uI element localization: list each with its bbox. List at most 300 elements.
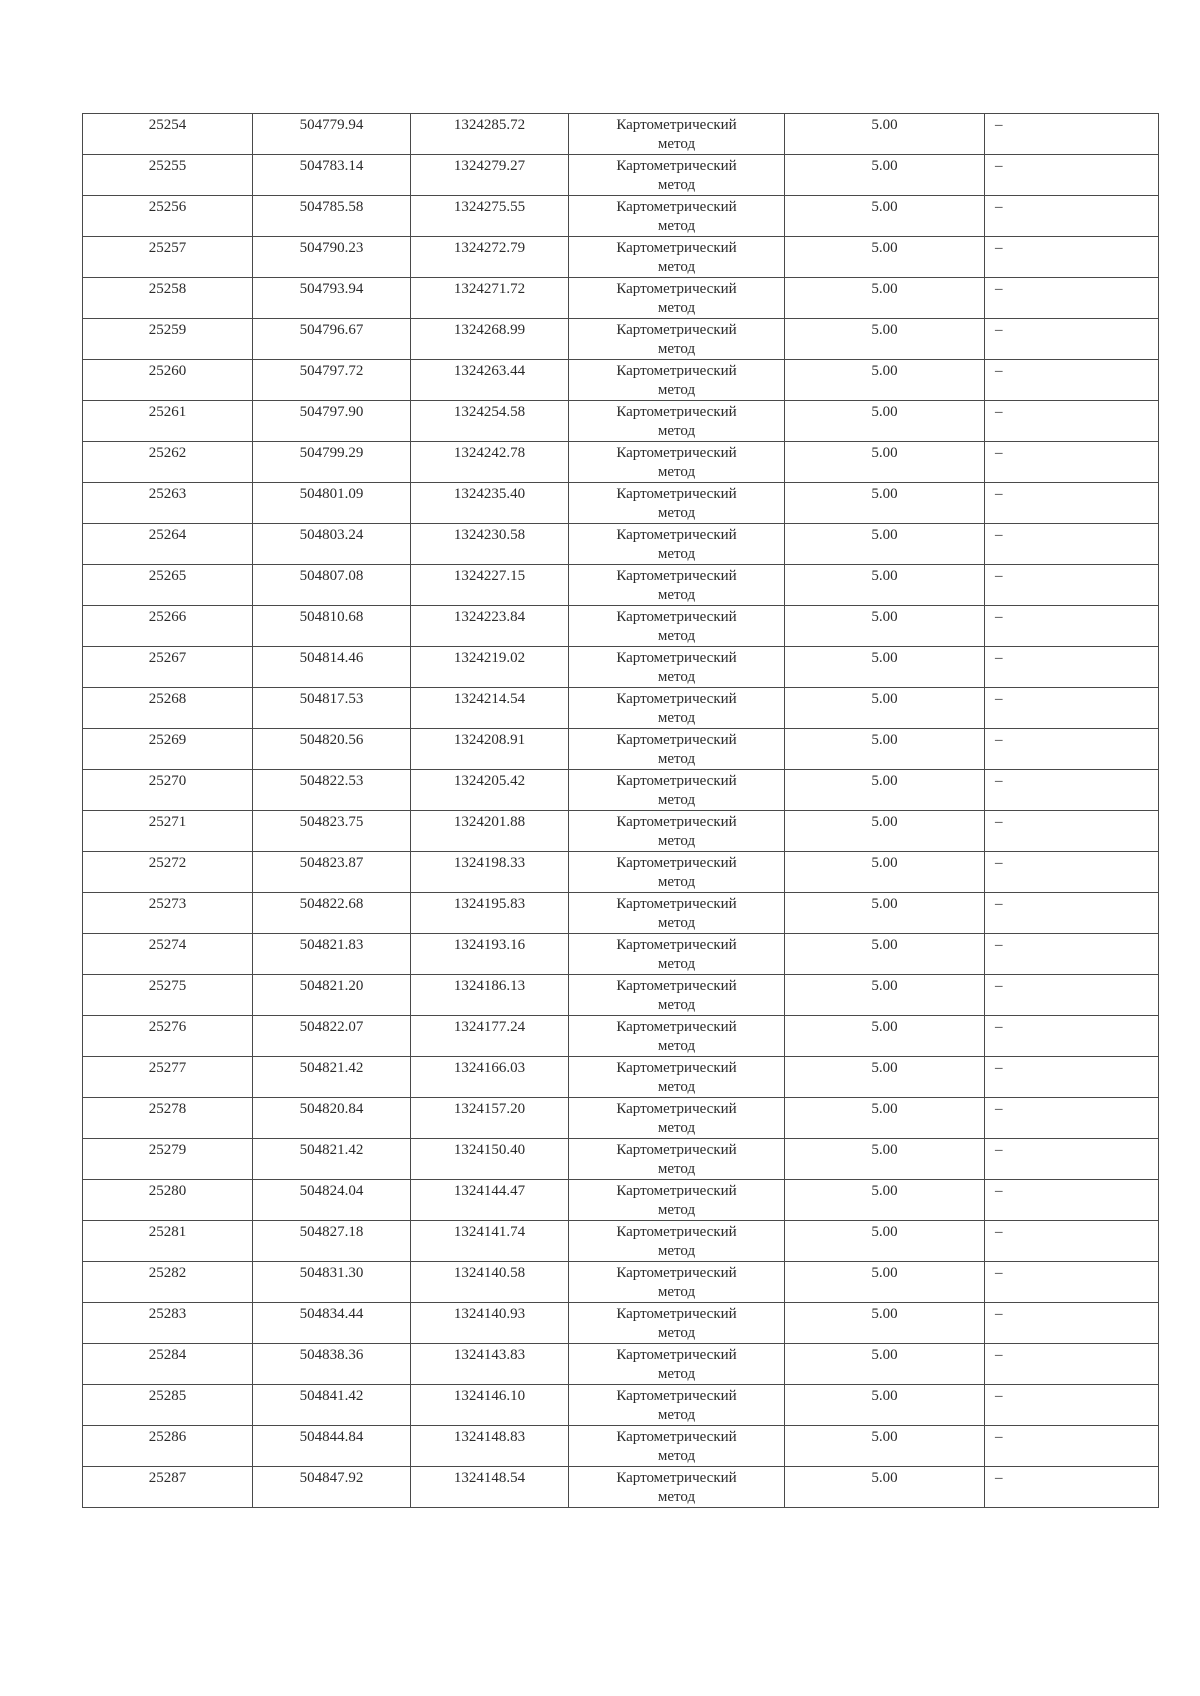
method-text-line: Картометрический xyxy=(616,281,737,297)
cell-accuracy: 5.00 xyxy=(785,893,985,934)
cell-accuracy: 5.00 xyxy=(785,1344,985,1385)
method-text-line: Картометрический xyxy=(616,568,737,584)
cell-y-coordinate: 1324214.54 xyxy=(411,688,569,729)
cell-y-coordinate: 1324198.33 xyxy=(411,852,569,893)
cell-y-coordinate: 1324242.78 xyxy=(411,442,569,483)
cell-note: – xyxy=(985,237,1159,278)
method-text-line: Картометрический xyxy=(616,732,737,748)
cell-method xyxy=(569,1303,785,1344)
cell-accuracy: 5.00 xyxy=(785,1262,985,1303)
cell-method xyxy=(569,483,785,524)
table-row xyxy=(83,1385,1159,1426)
table-row xyxy=(83,1426,1159,1467)
cell-note: – xyxy=(985,1467,1159,1508)
table-row xyxy=(83,237,1159,278)
cell-point-number: 25277 xyxy=(83,1057,253,1098)
cell-x-coordinate: 504803.24 xyxy=(253,524,411,565)
cell-note: – xyxy=(985,1262,1159,1303)
cell-accuracy: 5.00 xyxy=(785,1139,985,1180)
cell-y-coordinate: 1324223.84 xyxy=(411,606,569,647)
method-text-line: метод xyxy=(657,300,696,316)
cell-point-number: 25254 xyxy=(83,114,253,155)
cell-note: – xyxy=(985,1180,1159,1221)
method-text-line: Картометрический xyxy=(616,1019,737,1035)
cell-point-number: 25256 xyxy=(83,196,253,237)
method-text-line: метод xyxy=(657,956,696,972)
method-text-line: метод xyxy=(657,915,696,931)
cell-point-number: 25274 xyxy=(83,934,253,975)
method-text-line: Картометрический xyxy=(616,158,737,174)
cell-accuracy: 5.00 xyxy=(785,852,985,893)
table-row xyxy=(83,524,1159,565)
cell-point-number: 25265 xyxy=(83,565,253,606)
cell-point-number: 25259 xyxy=(83,319,253,360)
cell-method xyxy=(569,975,785,1016)
method-text-line: метод xyxy=(657,587,696,603)
cell-x-coordinate: 504820.56 xyxy=(253,729,411,770)
cell-method xyxy=(569,770,785,811)
cell-x-coordinate: 504820.84 xyxy=(253,1098,411,1139)
method-text-line: метод xyxy=(657,505,696,521)
cell-method xyxy=(569,729,785,770)
cell-accuracy: 5.00 xyxy=(785,647,985,688)
method-text-line: Картометрический xyxy=(616,855,737,871)
method-text-line: Картометрический xyxy=(616,691,737,707)
cell-y-coordinate: 1324157.20 xyxy=(411,1098,569,1139)
table-row xyxy=(83,647,1159,688)
cell-accuracy: 5.00 xyxy=(785,1385,985,1426)
cell-accuracy: 5.00 xyxy=(785,155,985,196)
cell-y-coordinate: 1324201.88 xyxy=(411,811,569,852)
cell-x-coordinate: 504790.23 xyxy=(253,237,411,278)
cell-x-coordinate: 504821.83 xyxy=(253,934,411,975)
method-text-line: Картометрический xyxy=(616,1347,737,1363)
cell-note: – xyxy=(985,688,1159,729)
cell-y-coordinate: 1324148.83 xyxy=(411,1426,569,1467)
cell-method xyxy=(569,360,785,401)
cell-point-number: 25280 xyxy=(83,1180,253,1221)
method-text-line: Картометрический xyxy=(616,1101,737,1117)
method-text-line: метод xyxy=(657,833,696,849)
table-row xyxy=(83,1098,1159,1139)
cell-method xyxy=(569,442,785,483)
cell-method xyxy=(569,606,785,647)
cell-note: – xyxy=(985,934,1159,975)
cell-accuracy: 5.00 xyxy=(785,483,985,524)
cell-accuracy: 5.00 xyxy=(785,114,985,155)
method-text-line: метод xyxy=(657,792,696,808)
cell-accuracy: 5.00 xyxy=(785,524,985,565)
cell-method xyxy=(569,1139,785,1180)
table-row xyxy=(83,606,1159,647)
cell-x-coordinate: 504834.44 xyxy=(253,1303,411,1344)
cell-note: – xyxy=(985,1303,1159,1344)
table-row xyxy=(83,114,1159,155)
method-text-line: Картометрический xyxy=(616,1183,737,1199)
method-text-line: метод xyxy=(657,218,696,234)
cell-accuracy: 5.00 xyxy=(785,811,985,852)
cell-note: – xyxy=(985,852,1159,893)
cell-x-coordinate: 504797.90 xyxy=(253,401,411,442)
cell-method xyxy=(569,1385,785,1426)
method-text-line: метод xyxy=(657,136,696,152)
cell-accuracy: 5.00 xyxy=(785,1303,985,1344)
cell-accuracy: 5.00 xyxy=(785,401,985,442)
cell-accuracy: 5.00 xyxy=(785,1467,985,1508)
table-row xyxy=(83,1344,1159,1385)
method-text-line: метод xyxy=(657,1407,696,1423)
cell-x-coordinate: 504822.07 xyxy=(253,1016,411,1057)
table-row xyxy=(83,1139,1159,1180)
table-row xyxy=(83,442,1159,483)
cell-method xyxy=(569,1016,785,1057)
cell-x-coordinate: 504810.68 xyxy=(253,606,411,647)
table-row xyxy=(83,688,1159,729)
cell-point-number: 25269 xyxy=(83,729,253,770)
cell-note: – xyxy=(985,811,1159,852)
cell-x-coordinate: 504785.58 xyxy=(253,196,411,237)
cell-method xyxy=(569,565,785,606)
table-row xyxy=(83,1016,1159,1057)
cell-y-coordinate: 1324279.27 xyxy=(411,155,569,196)
method-text-line: метод xyxy=(657,1202,696,1218)
cell-accuracy: 5.00 xyxy=(785,1180,985,1221)
cell-y-coordinate: 1324263.44 xyxy=(411,360,569,401)
method-text-line: метод xyxy=(657,1079,696,1095)
cell-note: – xyxy=(985,360,1159,401)
cell-accuracy: 5.00 xyxy=(785,770,985,811)
cell-note: – xyxy=(985,606,1159,647)
cell-x-coordinate: 504793.94 xyxy=(253,278,411,319)
method-text-line: Картометрический xyxy=(616,773,737,789)
method-text-line: метод xyxy=(657,1038,696,1054)
cell-x-coordinate: 504821.42 xyxy=(253,1057,411,1098)
cell-y-coordinate: 1324272.79 xyxy=(411,237,569,278)
cell-point-number: 25286 xyxy=(83,1426,253,1467)
method-text-line: метод xyxy=(657,751,696,767)
method-text-line: Картометрический xyxy=(616,486,737,502)
table-row xyxy=(83,852,1159,893)
cell-method xyxy=(569,155,785,196)
cell-y-coordinate: 1324166.03 xyxy=(411,1057,569,1098)
cell-point-number: 25275 xyxy=(83,975,253,1016)
cell-x-coordinate: 504824.04 xyxy=(253,1180,411,1221)
cell-note: – xyxy=(985,1057,1159,1098)
cell-method xyxy=(569,1057,785,1098)
cell-y-coordinate: 1324254.58 xyxy=(411,401,569,442)
method-text-line: метод xyxy=(657,1284,696,1300)
cell-accuracy: 5.00 xyxy=(785,278,985,319)
cell-y-coordinate: 1324227.15 xyxy=(411,565,569,606)
cell-point-number: 25268 xyxy=(83,688,253,729)
cell-x-coordinate: 504796.67 xyxy=(253,319,411,360)
method-text-line: Картометрический xyxy=(616,1388,737,1404)
method-text-line: метод xyxy=(657,464,696,480)
cell-y-coordinate: 1324195.83 xyxy=(411,893,569,934)
method-text-line: Картометрический xyxy=(616,1224,737,1240)
cell-note: – xyxy=(985,1016,1159,1057)
cell-note: – xyxy=(985,893,1159,934)
cell-point-number: 25255 xyxy=(83,155,253,196)
cell-method xyxy=(569,1180,785,1221)
table-row xyxy=(83,155,1159,196)
table-body xyxy=(83,114,1159,1508)
cell-y-coordinate: 1324271.72 xyxy=(411,278,569,319)
method-text-line: метод xyxy=(657,423,696,439)
cell-point-number: 25257 xyxy=(83,237,253,278)
cell-x-coordinate: 504844.84 xyxy=(253,1426,411,1467)
cell-method xyxy=(569,647,785,688)
cell-accuracy: 5.00 xyxy=(785,688,985,729)
method-text-line: Картометрический xyxy=(616,117,737,133)
method-text-line: Картометрический xyxy=(616,1142,737,1158)
cell-note: – xyxy=(985,729,1159,770)
method-text-line: Картометрический xyxy=(616,1429,737,1445)
cell-point-number: 25272 xyxy=(83,852,253,893)
table-row xyxy=(83,893,1159,934)
cell-point-number: 25284 xyxy=(83,1344,253,1385)
table-row xyxy=(83,565,1159,606)
cell-note: – xyxy=(985,278,1159,319)
method-text-line: метод xyxy=(657,1161,696,1177)
cell-method xyxy=(569,401,785,442)
method-text-line: Картометрический xyxy=(616,814,737,830)
method-text-line: метод xyxy=(657,259,696,275)
cell-method xyxy=(569,893,785,934)
cell-y-coordinate: 1324150.40 xyxy=(411,1139,569,1180)
method-text-line: метод xyxy=(657,1489,696,1505)
method-text-line: Картометрический xyxy=(616,240,737,256)
table-row xyxy=(83,483,1159,524)
method-text-line: Картометрический xyxy=(616,896,737,912)
cell-method xyxy=(569,1467,785,1508)
table-row xyxy=(83,278,1159,319)
cell-x-coordinate: 504823.75 xyxy=(253,811,411,852)
method-text-line: метод xyxy=(657,177,696,193)
table-row xyxy=(83,360,1159,401)
cell-x-coordinate: 504799.29 xyxy=(253,442,411,483)
cell-method xyxy=(569,1262,785,1303)
cell-note: – xyxy=(985,483,1159,524)
cell-accuracy: 5.00 xyxy=(785,1426,985,1467)
method-text-line: метод xyxy=(657,1120,696,1136)
cell-point-number: 25258 xyxy=(83,278,253,319)
cell-y-coordinate: 1324146.10 xyxy=(411,1385,569,1426)
cell-x-coordinate: 504801.09 xyxy=(253,483,411,524)
method-text-line: метод xyxy=(657,669,696,685)
cell-x-coordinate: 504779.94 xyxy=(253,114,411,155)
table-row xyxy=(83,770,1159,811)
cell-method xyxy=(569,811,785,852)
method-text-line: Картометрический xyxy=(616,937,737,953)
method-text-line: метод xyxy=(657,628,696,644)
cell-method xyxy=(569,1098,785,1139)
cell-y-coordinate: 1324219.02 xyxy=(411,647,569,688)
cell-method xyxy=(569,196,785,237)
cell-x-coordinate: 504827.18 xyxy=(253,1221,411,1262)
cell-y-coordinate: 1324140.58 xyxy=(411,1262,569,1303)
cell-x-coordinate: 504821.42 xyxy=(253,1139,411,1180)
cell-accuracy: 5.00 xyxy=(785,565,985,606)
table-row xyxy=(83,401,1159,442)
table-row xyxy=(83,1180,1159,1221)
table-row xyxy=(83,1057,1159,1098)
cell-method xyxy=(569,114,785,155)
cell-method xyxy=(569,319,785,360)
cell-note: – xyxy=(985,1344,1159,1385)
cell-point-number: 25283 xyxy=(83,1303,253,1344)
table-row xyxy=(83,1303,1159,1344)
cell-y-coordinate: 1324268.99 xyxy=(411,319,569,360)
cell-x-coordinate: 504783.14 xyxy=(253,155,411,196)
method-text-line: Картометрический xyxy=(616,445,737,461)
method-text-line: Картометрический xyxy=(616,1265,737,1281)
table-row xyxy=(83,196,1159,237)
cell-accuracy: 5.00 xyxy=(785,1016,985,1057)
table-row xyxy=(83,319,1159,360)
cell-x-coordinate: 504807.08 xyxy=(253,565,411,606)
cell-note: – xyxy=(985,647,1159,688)
cell-point-number: 25263 xyxy=(83,483,253,524)
cell-y-coordinate: 1324208.91 xyxy=(411,729,569,770)
cell-point-number: 25267 xyxy=(83,647,253,688)
cell-x-coordinate: 504847.92 xyxy=(253,1467,411,1508)
cell-note: – xyxy=(985,565,1159,606)
cell-accuracy: 5.00 xyxy=(785,975,985,1016)
method-text-line: Картометрический xyxy=(616,199,737,215)
cell-point-number: 25271 xyxy=(83,811,253,852)
cell-point-number: 25282 xyxy=(83,1262,253,1303)
method-text-line: метод xyxy=(657,341,696,357)
cell-y-coordinate: 1324148.54 xyxy=(411,1467,569,1508)
cell-method xyxy=(569,688,785,729)
cell-y-coordinate: 1324141.74 xyxy=(411,1221,569,1262)
cell-accuracy: 5.00 xyxy=(785,237,985,278)
cell-point-number: 25287 xyxy=(83,1467,253,1508)
cell-accuracy: 5.00 xyxy=(785,1098,985,1139)
method-text-line: Картометрический xyxy=(616,527,737,543)
cell-x-coordinate: 504823.87 xyxy=(253,852,411,893)
cell-x-coordinate: 504822.53 xyxy=(253,770,411,811)
table-row xyxy=(83,1467,1159,1508)
cell-y-coordinate: 1324235.40 xyxy=(411,483,569,524)
cell-x-coordinate: 504841.42 xyxy=(253,1385,411,1426)
cell-note: – xyxy=(985,1426,1159,1467)
cell-y-coordinate: 1324144.47 xyxy=(411,1180,569,1221)
cell-accuracy: 5.00 xyxy=(785,319,985,360)
cell-accuracy: 5.00 xyxy=(785,1057,985,1098)
method-text-line: метод xyxy=(657,382,696,398)
cell-accuracy: 5.00 xyxy=(785,442,985,483)
cell-note: – xyxy=(985,155,1159,196)
cell-method xyxy=(569,934,785,975)
cell-accuracy: 5.00 xyxy=(785,1221,985,1262)
cell-point-number: 25262 xyxy=(83,442,253,483)
cell-method xyxy=(569,1344,785,1385)
method-text-line: метод xyxy=(657,997,696,1013)
cell-point-number: 25279 xyxy=(83,1139,253,1180)
method-text-line: метод xyxy=(657,1366,696,1382)
method-text-line: Картометрический xyxy=(616,363,737,379)
cell-y-coordinate: 1324186.13 xyxy=(411,975,569,1016)
cell-note: – xyxy=(985,1139,1159,1180)
cell-y-coordinate: 1324285.72 xyxy=(411,114,569,155)
cell-x-coordinate: 504817.53 xyxy=(253,688,411,729)
cell-note: – xyxy=(985,524,1159,565)
cell-method xyxy=(569,1221,785,1262)
method-text-line: Картометрический xyxy=(616,650,737,666)
cell-point-number: 25285 xyxy=(83,1385,253,1426)
cell-note: – xyxy=(985,114,1159,155)
table-row xyxy=(83,934,1159,975)
cell-point-number: 25276 xyxy=(83,1016,253,1057)
cell-method xyxy=(569,1426,785,1467)
cell-accuracy: 5.00 xyxy=(785,360,985,401)
cell-accuracy: 5.00 xyxy=(785,934,985,975)
cell-note: – xyxy=(985,975,1159,1016)
cell-accuracy: 5.00 xyxy=(785,729,985,770)
method-text-line: метод xyxy=(657,710,696,726)
cell-point-number: 25260 xyxy=(83,360,253,401)
cell-point-number: 25266 xyxy=(83,606,253,647)
method-text-line: метод xyxy=(657,546,696,562)
method-text-line: метод xyxy=(657,1243,696,1259)
cell-point-number: 25278 xyxy=(83,1098,253,1139)
cell-x-coordinate: 504797.72 xyxy=(253,360,411,401)
table-row xyxy=(83,729,1159,770)
table-row xyxy=(83,1221,1159,1262)
method-text-line: метод xyxy=(657,1325,696,1341)
cell-y-coordinate: 1324140.93 xyxy=(411,1303,569,1344)
table-row xyxy=(83,1262,1159,1303)
cell-y-coordinate: 1324275.55 xyxy=(411,196,569,237)
cell-note: – xyxy=(985,1385,1159,1426)
cell-accuracy: 5.00 xyxy=(785,196,985,237)
cell-x-coordinate: 504814.46 xyxy=(253,647,411,688)
method-text-line: метод xyxy=(657,874,696,890)
table-row xyxy=(83,975,1159,1016)
cell-method xyxy=(569,278,785,319)
method-text-line: Картометрический xyxy=(616,1306,737,1322)
method-text-line: Картометрический xyxy=(616,609,737,625)
cell-point-number: 25261 xyxy=(83,401,253,442)
cell-method xyxy=(569,852,785,893)
cell-x-coordinate: 504838.36 xyxy=(253,1344,411,1385)
cell-x-coordinate: 504831.30 xyxy=(253,1262,411,1303)
table-row xyxy=(83,811,1159,852)
cell-note: – xyxy=(985,319,1159,360)
cell-point-number: 25273 xyxy=(83,893,253,934)
cell-y-coordinate: 1324143.83 xyxy=(411,1344,569,1385)
cell-point-number: 25264 xyxy=(83,524,253,565)
cell-note: – xyxy=(985,1098,1159,1139)
method-text-line: Картометрический xyxy=(616,322,737,338)
cell-y-coordinate: 1324205.42 xyxy=(411,770,569,811)
method-text-line: Картометрический xyxy=(616,1060,737,1076)
cell-note: – xyxy=(985,401,1159,442)
cell-point-number: 25270 xyxy=(83,770,253,811)
cell-note: – xyxy=(985,1221,1159,1262)
cell-note: – xyxy=(985,196,1159,237)
cell-method xyxy=(569,237,785,278)
method-text-line: Картометрический xyxy=(616,1470,737,1486)
cell-method xyxy=(569,524,785,565)
coordinates-table xyxy=(82,113,1159,1508)
cell-point-number: 25281 xyxy=(83,1221,253,1262)
method-text-line: метод xyxy=(657,1448,696,1464)
cell-x-coordinate: 504822.68 xyxy=(253,893,411,934)
cell-y-coordinate: 1324193.16 xyxy=(411,934,569,975)
